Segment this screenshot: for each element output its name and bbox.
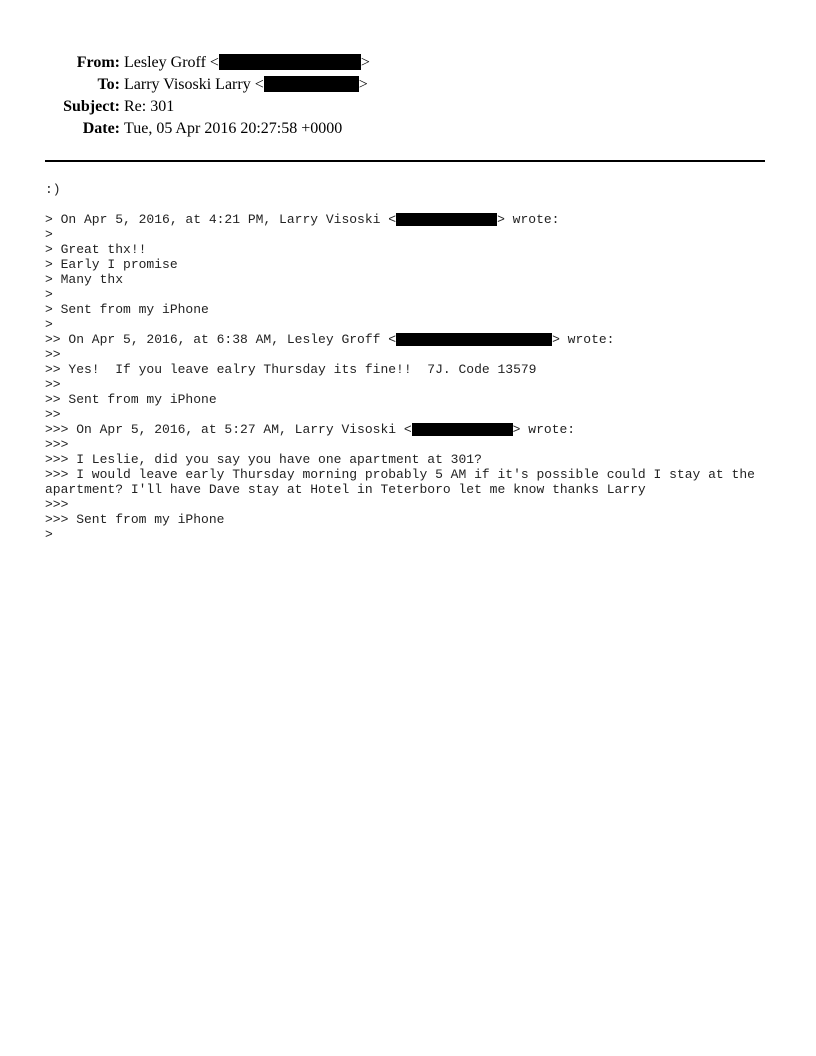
from-label: From: [76, 54, 120, 71]
body-line: > [45, 227, 53, 242]
date-value: Tue, 05 Apr 2016 20:27:58 +0000 [124, 120, 343, 137]
redaction-box [396, 213, 497, 226]
subject-label: Subject: [63, 98, 120, 115]
body-line: > Many thx [45, 272, 124, 287]
blank-line [45, 197, 765, 212]
body-line: >>> I Leslie, did you say you have one apartment at 301? [45, 452, 482, 467]
from-name: Lesley Groff < [124, 54, 219, 71]
from-close: > [360, 54, 370, 71]
body-line: apartment? I'll have Dave stay at Hotel in Teterboro let me know thanks Larry [45, 482, 646, 497]
quote-header-text: > On Apr 5, 2016, at 4:21 PM, Larry Visoski < [45, 212, 397, 227]
quote-header-line [45, 332, 765, 347]
from-row [0, 52, 816, 74]
quote-header-suffix: > wrote: [512, 422, 576, 437]
from-value [124, 52, 370, 74]
quote-header-line [45, 422, 765, 437]
redaction-box [396, 333, 552, 346]
body-line: >>> I would leave early Thursday morning probably 5 AM if it's possible could I stay at the [45, 467, 755, 482]
body-line: >> [45, 377, 61, 392]
to-name: Larry Visoski Larry < [124, 76, 264, 93]
redaction-box [219, 54, 361, 70]
quote-header-line [45, 212, 765, 227]
body-line: >>> Sent from my iPhone [45, 512, 225, 527]
header-divider [45, 160, 765, 162]
redaction-box [264, 76, 359, 92]
subject-row [0, 96, 816, 118]
to-row [0, 74, 816, 96]
body-line: > Early I promise [45, 257, 178, 272]
email-body [45, 182, 765, 542]
quote-header-suffix: > wrote: [552, 332, 615, 347]
to-close: > [358, 76, 368, 93]
body-line: >> Yes! If you leave ealry Thursday its fine!! 7J. Code 13579 [45, 362, 537, 377]
quote-header-text: >>> On Apr 5, 2016, at 5:27 AM, Larry Visoski < [45, 422, 412, 437]
body-line: >> [45, 407, 61, 422]
to-label: To: [97, 76, 120, 93]
body-line: > Sent from my iPhone [45, 302, 209, 317]
body-line: > [45, 527, 53, 542]
body-line: :) [45, 182, 61, 197]
redaction-box [412, 423, 513, 436]
date-row [0, 118, 816, 140]
body-line: > Great thx!! [45, 242, 147, 257]
to-value [124, 74, 368, 96]
quote-header-suffix: > wrote: [497, 212, 560, 227]
body-line: >>> [45, 497, 69, 512]
date-label: Date: [82, 120, 120, 137]
quote-header-text: >> On Apr 5, 2016, at 6:38 AM, Lesley Groff < [45, 332, 397, 347]
body-line: >>> [45, 437, 69, 452]
body-line: > [45, 317, 53, 332]
body-line: >> Sent from my iPhone [45, 392, 217, 407]
body-line: >> [45, 347, 61, 362]
subject-value: Re: 301 [124, 98, 175, 115]
body-line: > [45, 287, 53, 302]
email-header [0, 52, 816, 140]
